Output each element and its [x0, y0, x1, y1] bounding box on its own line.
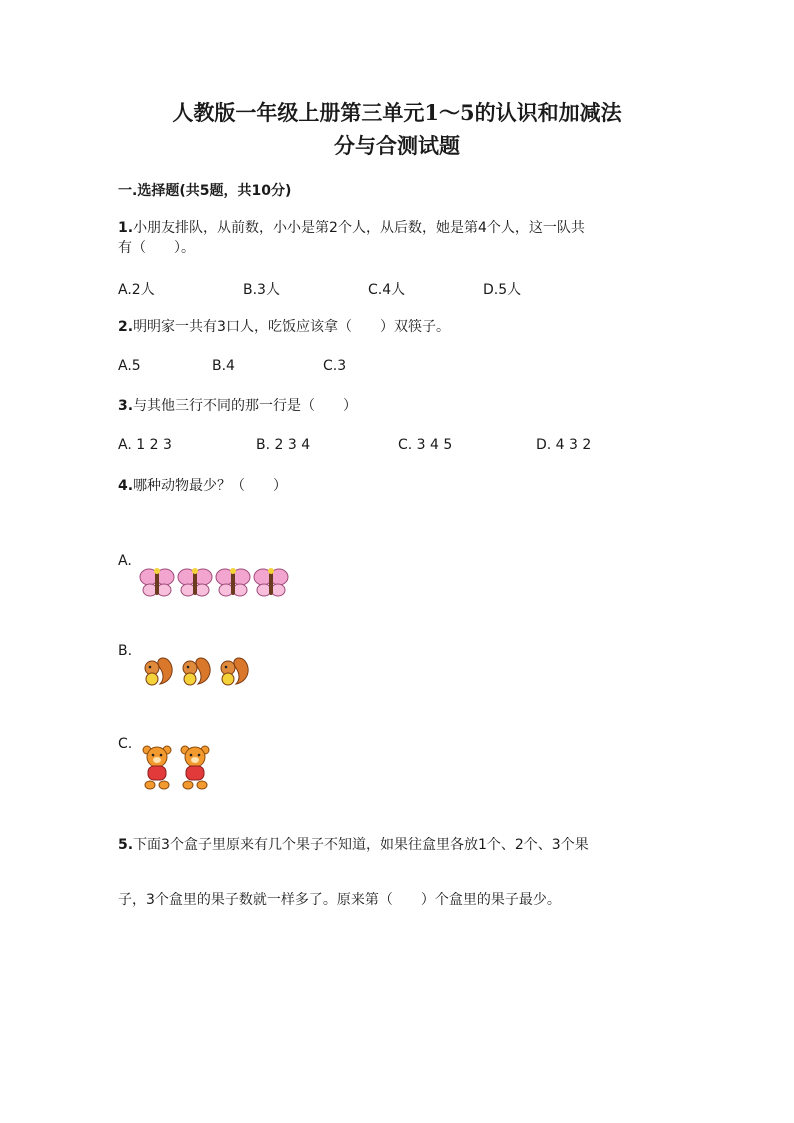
option-4b-animals[interactable]: [138, 654, 252, 688]
option-3b[interactable]: B. 2 3 4: [256, 437, 311, 453]
question-number: 3.: [118, 398, 134, 414]
squirrel-icon: [176, 654, 214, 688]
bear-icon: [138, 744, 176, 790]
question-text: 哪种动物最少？（ ）: [133, 478, 288, 494]
squirrel-icon: [214, 654, 252, 688]
bear-icon: [176, 744, 214, 790]
option-3a[interactable]: A. 1 2 3: [118, 437, 172, 453]
option-3c[interactable]: C. 3 4 5: [398, 437, 453, 453]
question-text-continued: 有（ ）。: [118, 240, 195, 256]
question-number: 4.: [118, 478, 134, 494]
page-title-line-1: 人教版一年级上册第三单元1～5的认识和加减法: [172, 100, 622, 125]
question-2: [118, 317, 678, 337]
question-number: 2.: [118, 319, 134, 335]
question-5-text-continued: 子，3个盒里的果子数就一样多了。原来第（ ）个盒里的果子最少。: [118, 892, 561, 908]
butterfly-icon: [252, 565, 290, 599]
option-1b[interactable]: B.3人: [243, 282, 280, 298]
question-text: 明明家一共有3口人，吃饭应该拿（ ）双筷子。: [133, 319, 450, 335]
butterfly-icon: [176, 565, 214, 599]
option-2b[interactable]: B.4: [212, 358, 235, 374]
option-4a-animals[interactable]: [138, 565, 290, 599]
option-2a[interactable]: A.5: [118, 358, 141, 374]
option-4b-label[interactable]: B.: [118, 643, 133, 659]
question-5: [118, 835, 678, 855]
question-text: 下面3个盒子里原来有几个果子不知道，如果往盒里各放1个、2个、3个果: [133, 837, 589, 853]
section-heading: 一.选择题(共5题，共10分): [118, 183, 292, 199]
option-4a-label[interactable]: A.: [118, 553, 132, 569]
question-number: 1.: [118, 220, 134, 236]
butterfly-icon: [138, 565, 176, 599]
squirrel-icon: [138, 654, 176, 688]
question-text: 与其他三行不同的那一行是（ ）: [133, 398, 358, 414]
option-4c-animals[interactable]: [138, 744, 214, 790]
question-number: 5.: [118, 837, 134, 853]
option-1d[interactable]: D.5人: [483, 282, 522, 298]
option-4c-label[interactable]: C.: [118, 736, 133, 752]
question-3: [118, 396, 678, 416]
butterfly-icon: [214, 565, 252, 599]
question-1: [118, 218, 678, 258]
question-4: [118, 476, 678, 496]
option-1c[interactable]: C.4人: [368, 282, 406, 298]
option-3d[interactable]: D. 4 3 2: [536, 437, 592, 453]
page-title-line-2: 分与合测试题: [334, 133, 460, 158]
question-text: 小朋友排队，从前数，小小是第2个人，从后数，她是第4个人，这一队共: [133, 220, 585, 236]
option-1a[interactable]: A.2人: [118, 282, 155, 298]
option-2c[interactable]: C.3: [323, 358, 347, 374]
